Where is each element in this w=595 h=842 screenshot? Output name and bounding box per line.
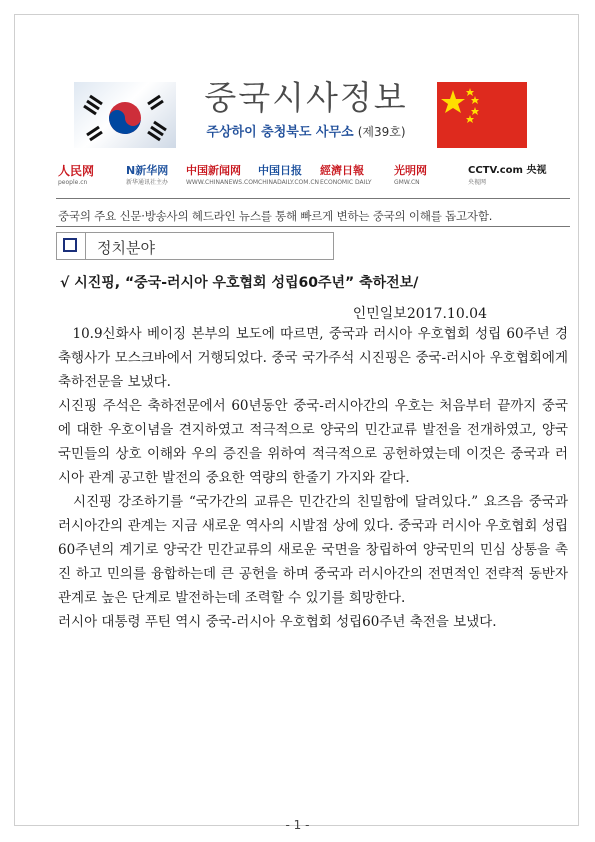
header-divider [56,198,570,199]
tagline: 중국의 주요 신문·방송사의 헤드라인 뉴스를 통해 빠르게 변하는 중국의 이해를 돕고자함. [58,209,493,223]
paragraph: 시진핑 주석은 축하전문에서 60년동안 중국-러시아간의 우호는 처음부터 끝까지 중국에 대한 우호이념을 견지하였고 적극적으로 양국의 민간교류 발전을 전개하였고, 양국 국민들의 상호 이해와 우의 증진을 위하여 적극적으로 공헌하였는데 이것은 중국과 러시아 관계 공고한 발전의 중요한 역량의 한줄기 가지와 같다. [58,398,568,486]
china-news-logo: 中国新闻网 WWW.CHINANEWS.COM [186,164,259,186]
xinhua-news-logo: N新华网 新华通讯社主办 [126,164,169,186]
chinese-flag-image [437,82,527,148]
checkbox-icon [63,238,77,252]
subtitle-row [186,121,426,140]
article-source: 인민일보2017.10.04 [352,306,487,322]
paragraph: 러시아 대통령 푸틴 역시 중국-러시아 우호협회 성립60주년 축전을 보냈다. [58,614,497,630]
cctv-logo: CCTV.com 央视 央视网 [468,165,547,186]
article-body [58,322,568,634]
issue-number: (제39호) [357,125,406,139]
page-title: 중국시사정보 [204,78,408,117]
economic-daily-logo: 經濟日報 ECONOMIC DAILY [320,164,372,186]
section-heading [56,232,334,260]
china-daily-logo: 中国日报 CHINADAILY.COM.CN [258,164,320,186]
korean-flag-image [74,82,176,148]
office-name: 주상하이 충청북도 사무소 [206,125,354,140]
section-label: 정치분야 [97,239,155,257]
section-divider [85,233,86,259]
article-title: √ 시진핑, “중국-러시아 우호협회 성립60주년” 축하전보/ [60,275,419,291]
paragraph: 10.9신화사 베이징 본부의 보도에 따르면, 중국과 러시아 우호협회 성립 60주년 경축행사가 모스크바에서 거행되었다. 중국 국가주석 시진핑은 중국-러시아 우호협회에게 축하전문을 보냈다. [58,326,568,390]
paragraph: 시진핑 강조하기를 “국가간의 교류은 민간간의 친밀함에 달려있다.” 요즈음 중국과 러시아간의 관계는 지금 새로운 역사의 시발점 상에 있다. 중국과 러시아 우호협회 성립 60주년의 계기로 양국간 민간교류의 새로운 국면을 창립하여 양국민의 민심 상통을 촉진 하고 민의를 융합하는데 큰 공헌을 하며 중국과 러시아간의 전면적인 전략적 동반자 관계로 높은 단계로 발전하는데 조력할 수 있기를 희망한다. [58,494,568,606]
tagline-divider [56,226,570,227]
page-number: - 1 - [285,818,310,832]
gmw-logo: 光明网 GMW.CN [394,164,427,186]
people-daily-logo: 人民网 people.cn [58,164,95,186]
media-logo-strip [58,160,568,190]
